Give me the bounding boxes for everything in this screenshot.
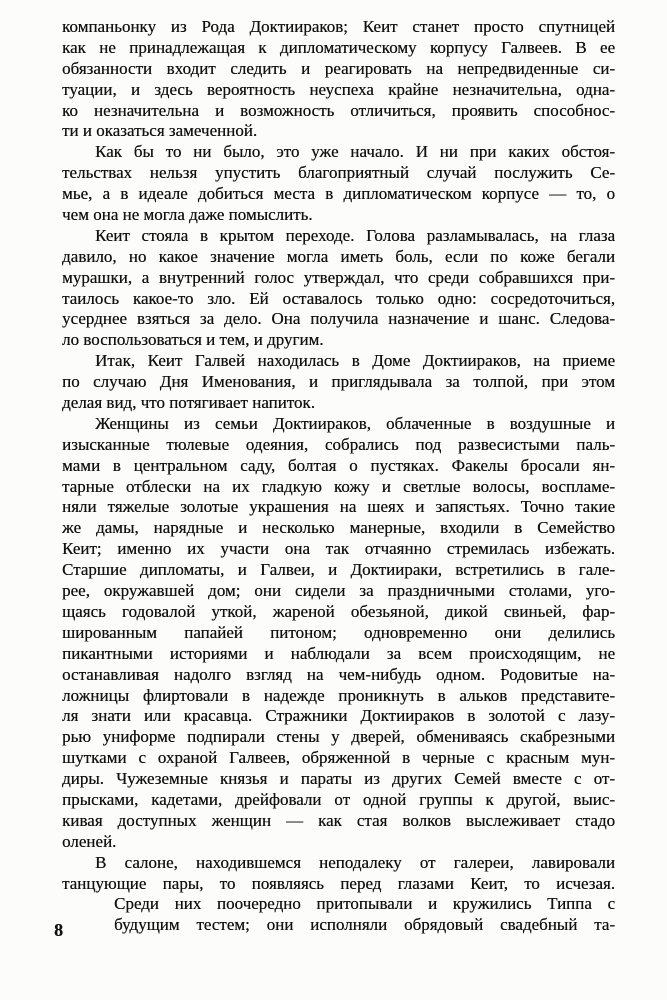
text-line: ло воспользоваться и тем, и другим. [62,330,324,350]
text-line: компаньонку из Рода Доктиираков; Кеит станет просто спутницей [62,17,615,36]
text-line: кивая доступных женщин — как стая волков выслеживает стадо [62,810,615,830]
text-line: Среди них поочередно притопывали и кружились Типпа с [114,894,615,914]
text-line: диры. Чужеземные князья и параты из других Семей вместе с от- [62,769,615,789]
text-line: давило, но какое значение могла иметь боль, если по коже бегали [62,246,615,266]
text-line: прысками, кадетами, дрейфовали от одной группы к другой, выис- [62,789,615,809]
text-line: шированным папайей питоном; одновременно они делились [62,622,615,642]
text-line: рью униформе подпирали стены у дверей, обмениваясь скабрезными [62,727,615,747]
text-line: же дамы, нарядные и несколько манерные, входили в Семейство [62,518,615,538]
page-number: 8 [54,920,63,940]
text-line: Кеит стояла в крытом переходе. Голова разламывалась, на глаза [95,225,615,245]
text-line: В салоне, находившемся неподалеку от галереи, лавировали [95,852,615,872]
text-line: как не принадлежащая к дипломатическому корпусу Галвеев. В ее [62,37,615,57]
text-line: мье, а в идеале добиться места в дипломатическом корпусе — то, о [62,184,615,204]
text-line: будущим тестем; они исполняли обрядовый свадебный та- [114,915,615,935]
text-line: усерднее взяться за дело. Она получила назначение и шанс. Следова- [62,309,615,329]
text-line: щаясь годовалой уткой, жареной обезьяной, дикой свиньей, фар- [62,601,615,621]
text-line: чем она не могла даже помыслить. [62,205,313,225]
text-line: изысканные тюлевые одеяния, собрались под развесистыми паль- [62,434,615,454]
text-line: туации, и здесь вероятность неуспеха крайне незначительна, одна- [62,79,615,99]
text-line: таилось какое-то зло. Ей оставалось только одно: сосредоточиться, [62,288,615,308]
text-line: Кеит; именно их участи она так отчаянно стремилась избежать. [62,539,615,559]
text-line: няли тяжелые золотые украшения на шеях и запястьях. Точно такие [62,497,615,517]
text-line: обязанности входит следить и реагировать на непредвиденные си- [62,58,615,78]
text-line: танцующие пары, то появляясь перед глазами Кеит, то исчезая. [62,873,615,893]
text-line: пикантными историями и наблюдали за всем происходящим, не [62,643,615,663]
page-text [62,17,615,936]
text-line: Женщины из семьи Доктиираков, облаченные в воздушные и [95,413,615,433]
text-line: ля знати или красавца. Стражники Доктиираков в золотой с лазу- [62,706,615,726]
text-line: Итак, Кеит Галвей находилась в Доме Доктиираков, на приеме [95,351,615,371]
text-line: рее, окружавшей дом; они сидели за праздничными столами, уго- [62,581,615,601]
text-line: по случаю Дня Именования, и приглядывала за толпой, при этом [62,372,615,392]
text-line: мурашки, а внутренний голос утверждал, что среди собравшихся при- [62,267,615,287]
text-line: ложницы флиртовали в надежде проникнуть в альков представите- [62,685,615,705]
text-line: Как бы то ни было, это уже начало. И ни при каких обстоя- [95,142,615,162]
text-line: тарные отблески на их гладкую кожу и светлые волосы, воспламе- [62,476,615,496]
text-line: оленей. [62,831,117,851]
text-line: Старшие дипломаты, и Галвеи, и Доктиираки, встретились в гале- [62,560,615,580]
text-line: ко незначительна и возможность отличиться, проявить способнос- [62,100,615,120]
text-line: ти и оказаться замеченной. [62,121,258,141]
text-line: останавливая надолго взгляд на чем-нибудь одном. Родовитые на- [62,664,615,684]
text-line: шутками с охраной Галвеев, обряженной в черные с красным мун- [62,748,615,768]
text-line: делая вид, что потягивает напиток. [62,393,315,413]
text-line: тельствах нельзя упустить благоприятный случай послужить Се- [62,163,615,183]
text-line: мами в центральном саду, болтая о пустяках. Факелы бросали ян- [62,455,615,475]
